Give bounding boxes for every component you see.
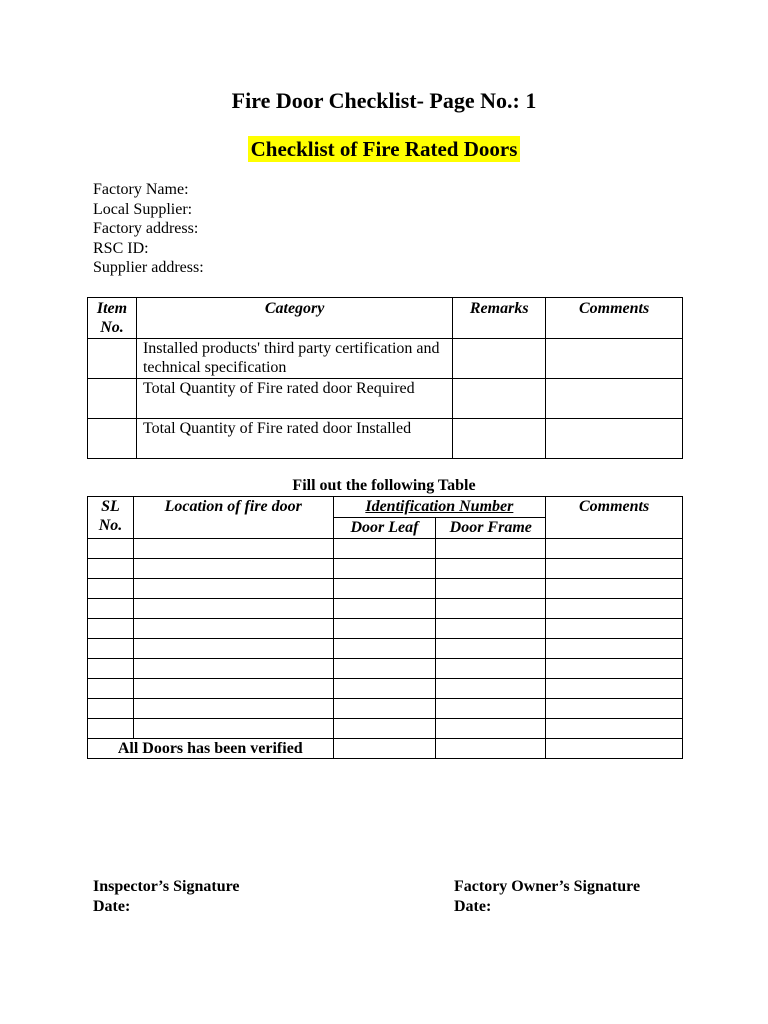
door-leaf-cell[interactable] [333, 559, 436, 579]
comments-cell[interactable] [546, 659, 683, 679]
comments-cell[interactable] [546, 559, 683, 579]
table-row [88, 719, 683, 739]
table-row [88, 379, 683, 419]
comments-cell[interactable] [546, 639, 683, 659]
inspector-signature-block [93, 877, 240, 917]
comments-cell[interactable] [546, 539, 683, 559]
comments-cell[interactable] [546, 719, 683, 739]
verification-row [88, 739, 683, 759]
door-leaf-cell[interactable] [333, 539, 436, 559]
comments-header: Comments [546, 497, 683, 539]
owner-date-label: Date: [454, 898, 492, 915]
table-row [88, 559, 683, 579]
sl-no-cell[interactable] [88, 639, 134, 659]
sl-no-cell[interactable] [88, 659, 134, 679]
local-supplier-label: Local Supplier: [93, 200, 193, 218]
door-frame-cell[interactable] [436, 699, 546, 719]
all-doors-verified-label: All Doors has been verified [88, 739, 334, 759]
sl-no-cell[interactable] [88, 699, 134, 719]
sl-no-cell[interactable] [88, 679, 134, 699]
comments-header: Comments [546, 298, 683, 339]
sl-no-cell[interactable] [88, 579, 134, 599]
info-fields [93, 180, 204, 278]
comments-cell[interactable] [546, 379, 683, 419]
location-cell[interactable] [133, 559, 333, 579]
door-frame-cell[interactable] [436, 579, 546, 599]
door-frame-header: Door Frame [436, 518, 546, 539]
item-no-header: Item No. [88, 298, 137, 339]
remarks-cell[interactable] [453, 419, 546, 459]
door-frame-cell[interactable] [436, 559, 546, 579]
location-cell[interactable] [133, 539, 333, 559]
remarks-cell[interactable] [453, 339, 546, 379]
door-frame-cell[interactable] [436, 619, 546, 639]
door-leaf-verified-cell[interactable] [333, 739, 436, 759]
table-row [88, 659, 683, 679]
comments-cell[interactable] [546, 679, 683, 699]
table-row [88, 419, 683, 459]
remarks-header: Remarks [453, 298, 546, 339]
category-table [87, 297, 683, 459]
table-row [88, 619, 683, 639]
door-frame-cell[interactable] [436, 539, 546, 559]
comments-cell[interactable] [546, 699, 683, 719]
door-frame-cell[interactable] [436, 659, 546, 679]
location-cell[interactable] [133, 619, 333, 639]
door-leaf-cell[interactable] [333, 679, 436, 699]
sl-no-cell[interactable] [88, 619, 134, 639]
highlighted-subtitle: Checklist of Fire Rated Doors [248, 136, 521, 162]
door-leaf-cell[interactable] [333, 719, 436, 739]
item-cell[interactable] [88, 419, 137, 459]
location-cell[interactable] [133, 699, 333, 719]
comments-cell[interactable] [546, 339, 683, 379]
door-leaf-cell[interactable] [333, 639, 436, 659]
inspector-date-label: Date: [93, 898, 131, 915]
comments-cell[interactable] [546, 579, 683, 599]
sl-no-cell[interactable] [88, 559, 134, 579]
door-frame-cell[interactable] [436, 599, 546, 619]
category-cell: Total Quantity of Fire rated door Required [136, 379, 452, 419]
location-table [87, 496, 683, 759]
table-row [88, 339, 683, 379]
door-leaf-header: Door Leaf [333, 518, 436, 539]
subtitle-container [0, 136, 768, 162]
item-cell[interactable] [88, 339, 137, 379]
table-caption: Fill out the following Table [292, 477, 476, 494]
location-table-header-top [88, 497, 683, 518]
door-frame-verified-cell[interactable] [436, 739, 546, 759]
door-leaf-cell[interactable] [333, 659, 436, 679]
category-cell: Installed products' third party certification and technical specification [136, 339, 452, 379]
item-cell[interactable] [88, 379, 137, 419]
sl-no-header: SL No. [88, 497, 134, 539]
page-title: Fire Door Checklist- Page No.: 1 [231, 88, 537, 113]
table-row [88, 599, 683, 619]
sl-no-cell[interactable] [88, 539, 134, 559]
door-leaf-cell[interactable] [333, 599, 436, 619]
table-row [88, 699, 683, 719]
location-cell[interactable] [133, 659, 333, 679]
factory-name-label: Factory Name: [93, 181, 189, 198]
sl-no-cell[interactable] [88, 599, 134, 619]
location-cell[interactable] [133, 599, 333, 619]
sl-no-cell[interactable] [88, 719, 134, 739]
identification-number-label: Identification Number [365, 498, 514, 515]
location-cell[interactable] [133, 679, 333, 699]
location-cell[interactable] [133, 639, 333, 659]
comments-cell[interactable] [546, 419, 683, 459]
category-table-header [88, 298, 683, 339]
factory-address-label: Factory address: [93, 220, 199, 238]
inspector-signature-label: Inspector’s Signature [93, 878, 240, 895]
remarks-cell[interactable] [453, 379, 546, 419]
table-row [88, 539, 683, 559]
door-frame-cell[interactable] [436, 639, 546, 659]
rsc-id-label: RSC ID: [93, 239, 149, 257]
table-row [88, 579, 683, 599]
location-cell[interactable] [133, 719, 333, 739]
location-header: Location of fire door [133, 497, 333, 539]
comments-cell[interactable] [546, 619, 683, 639]
table-row [88, 639, 683, 659]
location-table-body [88, 539, 683, 759]
category-cell: Total Quantity of Fire rated door Installed [136, 419, 452, 459]
table-row [88, 679, 683, 699]
identification-number-header [333, 497, 546, 518]
category-header: Category [136, 298, 452, 339]
location-cell[interactable] [133, 579, 333, 599]
supplier-address-label: Supplier address: [93, 259, 204, 277]
door-leaf-cell[interactable] [333, 619, 436, 639]
comments-cell[interactable] [546, 599, 683, 619]
comments-verified-cell[interactable] [546, 739, 683, 759]
door-frame-cell[interactable] [436, 719, 546, 739]
owner-signature-block [454, 877, 640, 917]
door-leaf-cell[interactable] [333, 699, 436, 719]
door-frame-cell[interactable] [436, 679, 546, 699]
owner-signature-label: Factory Owner’s Signature [454, 878, 641, 895]
door-leaf-cell[interactable] [333, 579, 436, 599]
